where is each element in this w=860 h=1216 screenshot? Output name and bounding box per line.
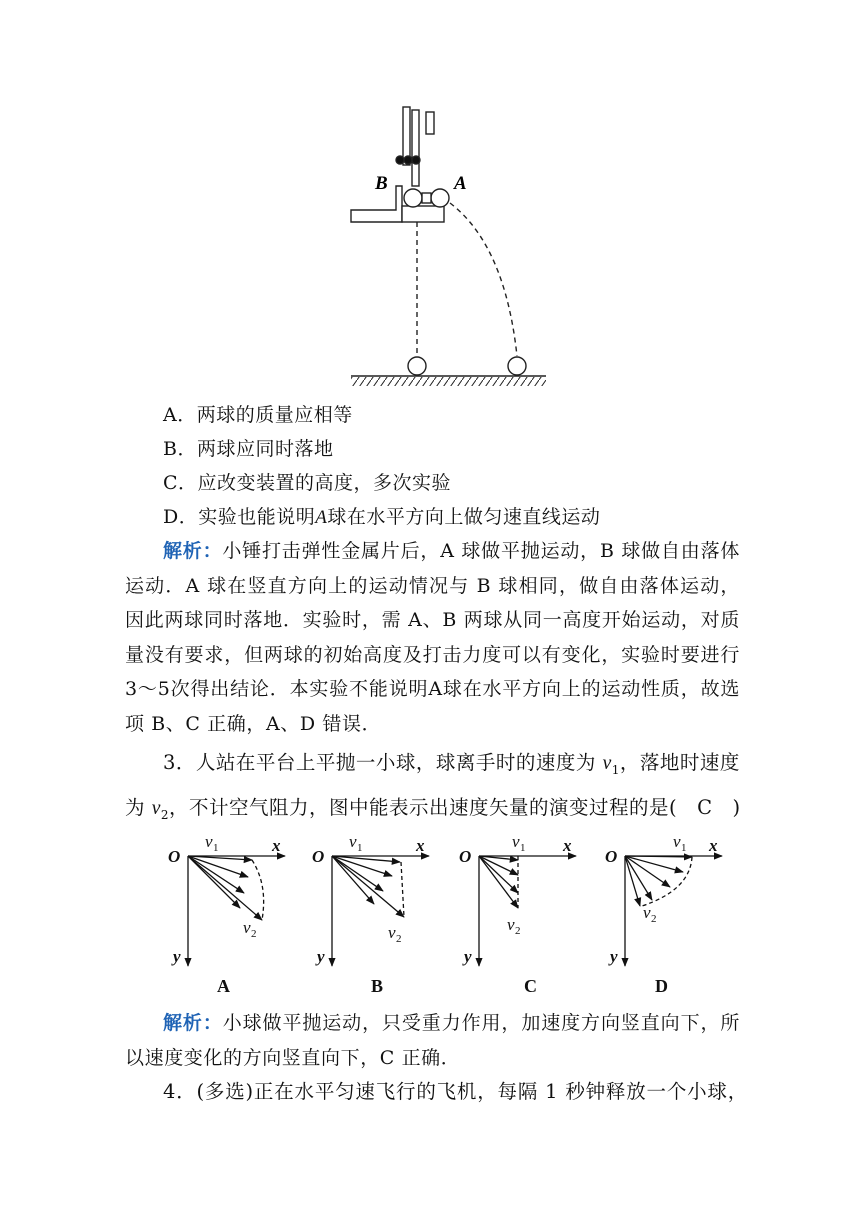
ball-a-label: A bbox=[454, 173, 467, 194]
question-3-line-2: 为 $v_2$，不计空气阻力，图中能表示出速度矢量的演变过程的是( C ) bbox=[125, 796, 741, 822]
velocity-envelope bbox=[401, 862, 404, 917]
velocity-envelope bbox=[252, 860, 264, 920]
v1-label: v bbox=[673, 832, 681, 851]
origin-label: O bbox=[459, 847, 472, 866]
velocity-vector bbox=[188, 856, 262, 920]
v2-label: v bbox=[243, 918, 251, 937]
option-b: B．两球应同时落地 bbox=[163, 438, 334, 460]
question-4: 4．(多选)正在水平匀速飞行的飞机，每隔 1 秒钟释放一个小球， bbox=[163, 1080, 749, 1103]
velocity-envelope bbox=[642, 857, 692, 906]
v1-label: v bbox=[349, 832, 357, 851]
x-axis-label: x bbox=[563, 836, 572, 855]
ball-b-label: B bbox=[375, 173, 388, 194]
v1-subscript: 1 bbox=[213, 842, 219, 854]
diagram-caption: C bbox=[524, 976, 537, 996]
apparatus-figure bbox=[340, 100, 560, 390]
v2-label: v bbox=[507, 915, 515, 934]
v1-label: v bbox=[205, 832, 213, 851]
origin-label: O bbox=[605, 847, 618, 866]
x-axis-label: x bbox=[272, 836, 281, 855]
v1-subscript: 1 bbox=[357, 842, 363, 854]
velocity-vector bbox=[188, 856, 240, 908]
v2-subscript: 2 bbox=[651, 913, 657, 925]
option-a: A．两球的质量应相等 bbox=[163, 404, 353, 426]
velocity-vector bbox=[332, 856, 404, 917]
y-axis-label: y bbox=[464, 947, 472, 966]
velocity-vector bbox=[625, 856, 670, 887]
velocity-vector bbox=[625, 856, 640, 906]
question-3-line-1: 3．人站在平台上平抛一小球，球离手时的速度为 $v_1$，落地时速度 bbox=[163, 751, 740, 777]
velocity-vector bbox=[479, 856, 518, 893]
diagram-caption: A bbox=[217, 976, 230, 996]
x-axis-label: x bbox=[709, 836, 718, 855]
analysis-1: 解析：小锤打击弹性金属片后，A 球做平抛运动，B 球做自由落体运动．A 球在竖直方向上的运动情况与 B 球相同，做自由落体运动，因此两球同时落地．实验时，需 A、B 两球从同一高度开始运动，对质量没有要求，但两球的初始高度及打击力度可以有变化，实验时要进行3～5次得出结论．本实验不能说明A球在水平方向上的运动性质，故选项 B、C 正确，A、D 错误． bbox=[125, 540, 740, 735]
option-d: D．实验也能说明A球在水平方向上做匀速直线运动 bbox=[163, 506, 601, 528]
y-axis-label: y bbox=[173, 947, 181, 966]
origin-label: O bbox=[168, 847, 181, 866]
v2-subscript: 2 bbox=[251, 928, 257, 940]
v1-subscript: 1 bbox=[520, 842, 526, 854]
analysis-label: 解析： bbox=[163, 1012, 223, 1034]
diagram-caption: D bbox=[655, 976, 668, 996]
velocity-vector bbox=[188, 856, 244, 893]
y-axis-label: y bbox=[610, 947, 618, 966]
v2-subscript: 2 bbox=[396, 933, 402, 945]
v2-label: v bbox=[643, 903, 651, 922]
analysis-2: 解析：小球做平抛运动，只受重力作用，加速度方向竖直向下，所以速度变化的方向竖直向下，C 正确． bbox=[125, 1012, 740, 1069]
v2-label: v bbox=[388, 923, 396, 942]
origin-label: O bbox=[312, 847, 325, 866]
y-axis-label: y bbox=[317, 947, 325, 966]
velocity-diagrams bbox=[160, 825, 730, 1005]
v2-subscript: 2 bbox=[515, 925, 521, 937]
diagram-caption: B bbox=[371, 976, 384, 996]
analysis-label: 解析： bbox=[163, 540, 223, 562]
v1-subscript: 1 bbox=[681, 842, 687, 854]
v1-label: v bbox=[512, 832, 520, 851]
velocity-vector bbox=[479, 856, 518, 908]
x-axis-label: x bbox=[416, 836, 425, 855]
option-c: C．应改变装置的高度，多次实验 bbox=[163, 472, 452, 494]
